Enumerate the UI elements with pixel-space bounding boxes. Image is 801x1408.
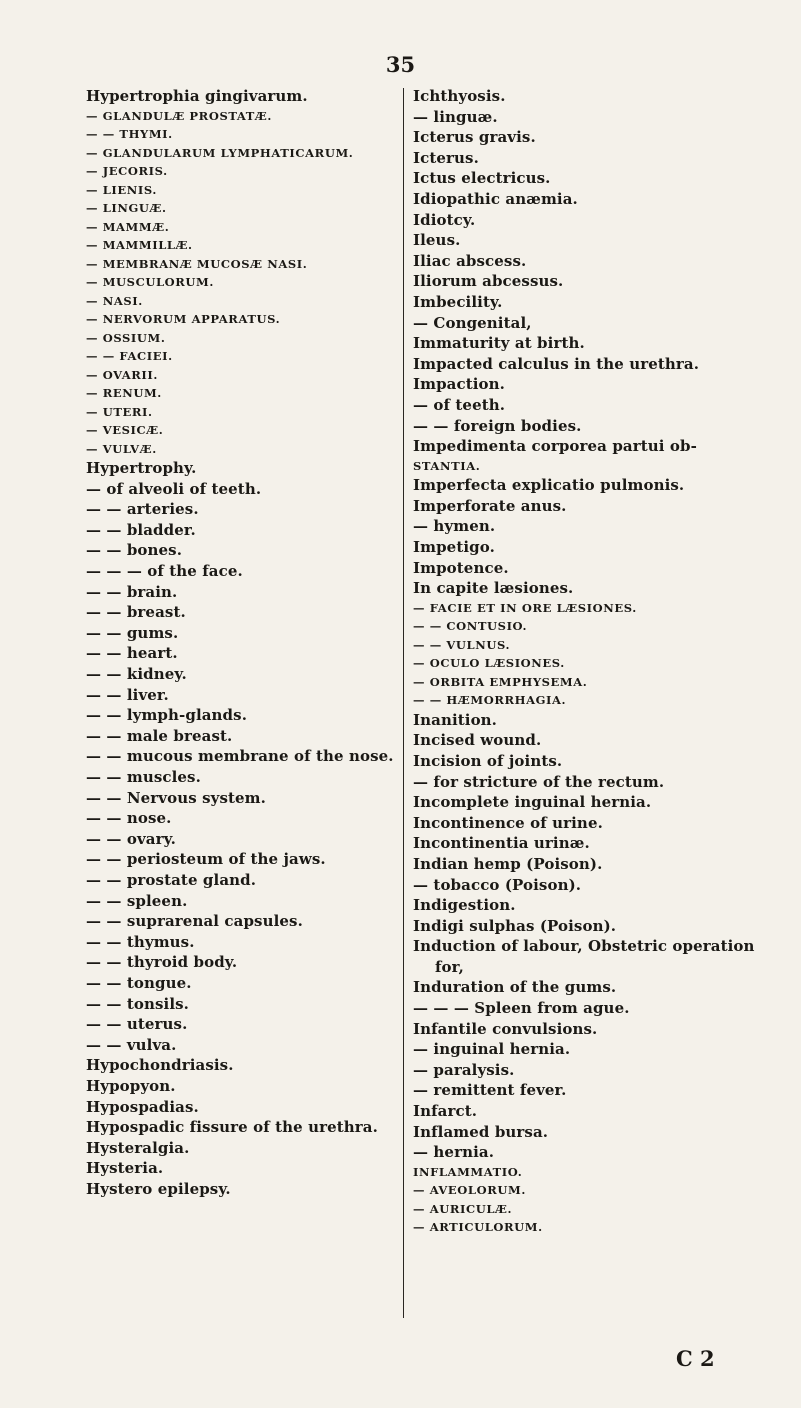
- index-entry: — — tonsils.: [86, 994, 189, 1013]
- index-entry: — — THYMI.: [86, 127, 173, 142]
- index-entry: Immaturity at birth.: [413, 334, 585, 353]
- index-entry: Incomplete inguinal hernia.: [413, 793, 652, 812]
- index-entry: — — — Spleen from ague.: [413, 999, 630, 1018]
- index-entry: — of alveoli of teeth.: [86, 479, 262, 498]
- index-entry: Incontinentia urinæ.: [413, 834, 590, 853]
- index-entry: — — nose.: [86, 809, 172, 828]
- index-entry: — MAMMÆ.: [86, 219, 170, 234]
- index-entry: Hypertrophia gingivarum.: [86, 87, 308, 105]
- index-entry: — remittent fever.: [413, 1081, 567, 1100]
- index-entry: — OVARII.: [86, 367, 158, 382]
- index-entry: — FACIE ET IN ORE LÆSIONES.: [413, 600, 637, 615]
- index-entry: — — periosteum of the jaws.: [86, 850, 326, 869]
- index-entry: Impotence.: [413, 558, 509, 577]
- index-entry: Icterus.: [413, 148, 479, 167]
- index-entry: — OSSIUM.: [86, 330, 166, 345]
- index-entry: Hysteralgia.: [86, 1138, 190, 1157]
- index-entry: Inflamed bursa.: [413, 1122, 549, 1141]
- index-entry: — — uterus.: [86, 1015, 188, 1034]
- index-entry: — of teeth.: [413, 395, 506, 414]
- index-entry: Imperfecta explicatio pulmonis.: [413, 476, 685, 495]
- index-entry: Hypospadias.: [86, 1097, 199, 1116]
- index-entry: — — vulva.: [86, 1035, 177, 1054]
- signature-mark: C 2: [676, 1346, 715, 1371]
- index-entry: — Congenital,: [413, 313, 532, 332]
- index-entry: — — bones.: [86, 541, 183, 560]
- index-entry: — MAMMILLÆ.: [86, 238, 193, 253]
- index-entry: STANTIA.: [413, 458, 481, 473]
- index-entry: Indigestion.: [413, 896, 516, 915]
- index-entry: — linguæ.: [413, 107, 498, 126]
- index-entry: Iliorum abcessus.: [413, 272, 564, 291]
- index-entry: Incision of joints.: [413, 751, 563, 770]
- index-entry: In capite læsiones.: [413, 579, 574, 598]
- index-entry: — — tongue.: [86, 973, 192, 992]
- index-entry: — RENUM.: [86, 386, 162, 401]
- index-entry: — — brain.: [86, 582, 178, 601]
- index-entry: — hymen.: [413, 517, 496, 536]
- index-entry: — NASI.: [86, 293, 143, 308]
- index-entry: — — suprarenal capsules.: [86, 912, 303, 931]
- index-entry: — — thyroid body.: [86, 953, 238, 972]
- index-entry: — — muscles.: [86, 768, 201, 786]
- index-entry: — — arteries.: [86, 500, 199, 519]
- index-entry: — — foreign bodies.: [413, 416, 582, 435]
- index-entry: INFLAMMATIO.: [413, 1164, 523, 1179]
- index-entry: — GLANDULÆ PROSTATÆ.: [86, 108, 273, 123]
- index-entry: Hypochondriasis.: [86, 1056, 234, 1075]
- index-entry: Infantile convulsions.: [413, 1019, 598, 1038]
- index-entry: — — spleen.: [86, 891, 188, 910]
- index-entry: — — FACIEI.: [86, 349, 173, 364]
- index-entry: Hypospadic fissure of the urethra.: [86, 1118, 378, 1137]
- index-entry: — VESICÆ.: [86, 423, 164, 438]
- index-entry: Impedimenta corporea partui ob-: [413, 437, 697, 456]
- index-entry: Incontinence of urine.: [413, 813, 603, 832]
- index-entry: — paralysis.: [413, 1060, 515, 1079]
- index-entry: — — bladder.: [86, 520, 196, 539]
- index-entry: — — HÆMORRHAGIA.: [413, 693, 567, 708]
- index-entry: — NERVORUM APPARATUS.: [86, 312, 281, 327]
- index-entry: — — liver.: [86, 685, 169, 704]
- index-entry: — ORBITA EMPHYSEMA.: [413, 674, 588, 689]
- index-entry: — — male breast.: [86, 726, 233, 745]
- index-entry: — inguinal hernia.: [413, 1040, 571, 1059]
- right-column: [413, 86, 755, 1237]
- column-divider: [403, 88, 404, 1318]
- index-entry: — GLANDULARUM LYMPHATICARUM.: [86, 145, 354, 160]
- index-entry: — hernia.: [413, 1143, 495, 1162]
- index-entry: — — mucous membrane of the nose.: [86, 747, 394, 766]
- index-entry: Impaction.: [413, 375, 505, 394]
- index-entry: — — VULNUS.: [413, 637, 511, 652]
- index-entry: Impacted calculus in the urethra.: [413, 354, 700, 373]
- index-entry: Hysteria.: [86, 1159, 164, 1178]
- index-entry: Idiotcy.: [413, 210, 476, 229]
- index-entry: for,: [435, 957, 464, 976]
- index-entry: — tobacco (Poison).: [413, 875, 582, 894]
- index-entry: Infarct.: [413, 1102, 478, 1121]
- index-entry: Incised wound.: [413, 731, 542, 750]
- index-entry: Idiopathic anæmia.: [413, 189, 578, 208]
- index-entry: — AURICULÆ.: [413, 1201, 513, 1216]
- index-entry: Ileus.: [413, 231, 461, 250]
- index-entry: Impetigo.: [413, 537, 495, 556]
- index-entry: — — heart.: [86, 644, 178, 663]
- index-entry: Ichthyosis.: [413, 87, 506, 105]
- index-entry: — VULVÆ.: [86, 441, 157, 456]
- left-column: [86, 86, 394, 1199]
- index-entry: Icterus gravis.: [413, 128, 536, 147]
- index-entry: — — Nervous system.: [86, 788, 266, 807]
- index-entry: Imbecility.: [413, 292, 503, 311]
- page-number: 35: [385, 52, 416, 77]
- index-entry: — — gums.: [86, 623, 179, 642]
- index-entry: — LIENIS.: [86, 182, 157, 197]
- index-entry: — UTERI.: [86, 404, 153, 419]
- index-entry: — MEMBRANÆ MUCOSÆ NASI.: [86, 256, 308, 271]
- index-entry: Inanition.: [413, 710, 498, 729]
- index-entry: — JECORIS.: [86, 164, 168, 179]
- index-entry: — AVEOLORUM.: [413, 1183, 526, 1198]
- index-entry: — MUSCULORUM.: [86, 275, 214, 290]
- index-entry: Hystero epilepsy.: [86, 1179, 231, 1198]
- index-entry: Imperforate anus.: [413, 496, 567, 515]
- index-entry: — for stricture of the rectum.: [413, 772, 665, 791]
- index-entry: — ARTICULORUM.: [413, 1220, 543, 1235]
- index-entry: — — prostate gland.: [86, 870, 257, 889]
- index-entry: Hypopyon.: [86, 1076, 176, 1095]
- index-entry: Induction of labour, Obstetric operation: [413, 937, 755, 956]
- index-entry: — — lymph-glands.: [86, 706, 248, 725]
- index-entry: — — kidney.: [86, 665, 187, 684]
- index-entry: Indian hemp (Poison).: [413, 854, 603, 873]
- index-entry: Iliac abscess.: [413, 251, 527, 270]
- index-entry: — — — of the face.: [86, 562, 243, 581]
- index-entry: Ictus electricus.: [413, 169, 551, 188]
- index-entry: — — ovary.: [86, 829, 177, 848]
- index-entry: — — thymus.: [86, 932, 195, 951]
- index-entry: — OCULO LÆSIONES.: [413, 656, 565, 671]
- index-entry: — LINGUÆ.: [86, 201, 167, 216]
- index-entry: Indigi sulphas (Poison).: [413, 916, 617, 935]
- index-entry: — — CONTUSIO.: [413, 619, 528, 634]
- index-entry: Hypertrophy.: [86, 459, 197, 478]
- index-entry: Induration of the gums.: [413, 978, 617, 997]
- index-entry: — — breast.: [86, 603, 186, 622]
